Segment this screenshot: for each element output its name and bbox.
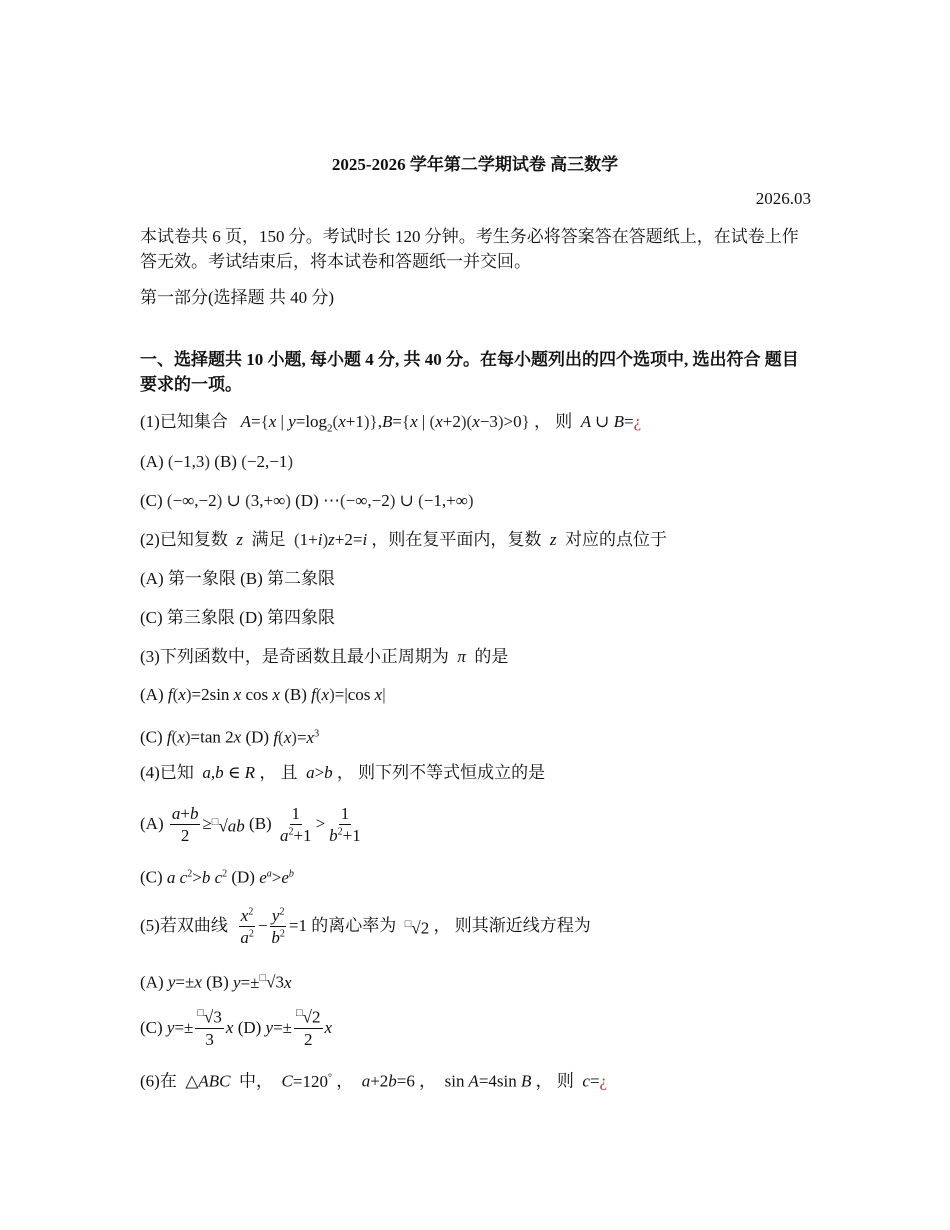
q6-triangle: △ABC — [185, 1071, 231, 1091]
q5-eccentricity: □√2 — [404, 917, 430, 938]
q6-mid1: 中， — [239, 1071, 274, 1091]
q6-target: c= — [582, 1071, 600, 1091]
q2-options-cd: (C) 第三象限 (D) 第四象限 — [140, 608, 336, 627]
section-heading: 一、选择题共 10 小题, 每小题 4 分, 共 40 分。在每小题列出的四个选项中, 选出符合 题目要求的一项。 — [140, 350, 799, 394]
question-4 — [140, 761, 545, 785]
q5-option-b-label: (B) — [206, 972, 229, 992]
q3-options-cd — [140, 722, 319, 750]
q4-options-cd — [140, 862, 294, 890]
q5-mid1: 的离心率为 — [311, 916, 397, 935]
q1-end-glyph: ¿ — [633, 412, 642, 431]
q5-options-ab — [140, 966, 292, 995]
q3-stem-suffix: 的是 — [474, 647, 509, 666]
q4-option-a-label: (A) — [140, 814, 164, 833]
q1-option-b: (−2,−1) — [241, 452, 293, 471]
q4-option-a: $\frac{a+b}{2}$ ≥ □√ab — [171, 803, 245, 845]
q1-target: A ∪ B= — [580, 412, 634, 431]
q4-option-d-label: (D) — [231, 867, 255, 887]
question-6: (6)在 △ABC 中， C=120° ， a+2b=6 ， sin A=4sin B ， 则 c=¿ — [140, 1071, 608, 1091]
q5-option-a-label: (A) — [140, 972, 164, 992]
q6-condition-sum: a+2b=6 — [361, 1071, 415, 1091]
q5-option-d: y =± $\frac{^□√2}{2}$ x — [265, 1007, 333, 1049]
q4-option-b: $\frac{1}{a^2+1}$ > $\frac{1}{b^2+1}$ — [279, 803, 361, 845]
q2-number: (2) — [140, 530, 160, 549]
q2-stem-suffix: 对应的点位于 — [565, 530, 668, 549]
q1-options-cd — [140, 489, 474, 513]
q2-stem-prefix: 已知复数 — [159, 530, 228, 549]
q1-option-d-label: (D) — [295, 491, 319, 510]
q1-option-a-label: (A) — [140, 452, 164, 471]
q3-option-c-label: (C) — [140, 727, 163, 747]
q2-var-z2: z — [549, 530, 557, 549]
q3-option-b-label: (B) — [284, 685, 307, 704]
q5-stem-suffix: ， 则其渐近线方程为 — [433, 916, 591, 935]
q6-condition-c: C=120° — [281, 1071, 332, 1091]
q1-options-ab — [140, 450, 293, 474]
q5-option-c-label: (C) — [140, 1018, 163, 1037]
q5-option-d-label: (D) — [237, 1018, 262, 1037]
q4-stem-suffix: ， 则下列不等式恒成立的是 — [336, 763, 546, 782]
q3-option-a: f(x)=2sin x cos x — [167, 685, 280, 704]
q4-number: (4) — [140, 763, 160, 782]
q5-option-a: y=±x — [167, 972, 202, 992]
q2-mid2: ，则在复平面内，复数 — [371, 530, 542, 549]
q4-condition-2: a>b — [306, 763, 333, 782]
q2-mid1: 满足 — [251, 530, 286, 549]
q4-stem-prefix: 已知 — [159, 763, 194, 782]
question-2 — [140, 528, 667, 552]
q1-option-d: ⋯(−∞,−2) ∪ (−1,+∞) — [322, 491, 474, 510]
q5-hyperbola: $\frac{x^2}{a^2}$ − $\frac{y^2}{b^2}$ =1 — [240, 905, 308, 947]
q4-options-ab — [140, 800, 365, 848]
q3-number: (3) — [140, 647, 160, 666]
q5-number: (5) — [140, 916, 160, 935]
q2-var-z: z — [236, 530, 243, 549]
q1-formula: A={x | $y=\log_2(x+1)\},B=\{x$ | (x+2)(x−3)>0} — [240, 412, 530, 435]
q2-equation: (1+i)z+2=i — [293, 530, 368, 549]
q6-stem-prefix: 在 — [159, 1071, 177, 1091]
q3-option-b: f(x)=|cos x| — [311, 685, 386, 704]
q1-option-b-label: (B) — [214, 452, 237, 471]
q6-end-glyph: ¿ — [599, 1071, 608, 1091]
q6-number: (6) — [140, 1071, 160, 1091]
exam-instructions: 本试卷共 6 页，150 分。考试时长 120 分钟。考生务必将答案答在答题纸上，在试卷上作答无效。考试结束后，将本试卷和答题纸一并交回。 — [140, 227, 799, 271]
q3-option-d-label: (D) — [245, 727, 270, 747]
q4-option-c-label: (C) — [140, 867, 163, 887]
question-3 — [140, 645, 508, 669]
q3-option-c: f(x)=tan 2x — [166, 727, 242, 747]
q3-option-a-label: (A) — [140, 685, 164, 704]
question-1 — [140, 410, 641, 440]
q5-option-c: y =± $\frac{^□√3}{3}$ x — [166, 1007, 234, 1049]
question-5 — [140, 902, 591, 950]
q4-option-d: $e^a>e^b$ — [259, 867, 294, 887]
q1-number: (1) — [140, 412, 160, 431]
q4-condition-1: a,b ∈ R — [202, 763, 256, 782]
exam-title: 2025-2026 学年第二学期试卷 高三数学 — [331, 155, 619, 174]
q3-option-d: $f(x)=x^3$ — [273, 727, 320, 747]
q1-option-c-label: (C) — [140, 491, 163, 510]
q1-stem-prefix: 已知集合 — [159, 412, 228, 431]
q5-option-b: y=±□√3x — [233, 972, 292, 992]
part-title: 第一部分(选择题 共 40 分) — [140, 288, 335, 307]
q3-pi: π — [457, 647, 466, 666]
exam-date: 2026.03 — [755, 189, 811, 208]
q5-options-cd — [140, 1004, 332, 1052]
q1-stem-suffix: ， 则 — [534, 412, 573, 431]
q2-options-ab: (A) 第一象限 (B) 第二象限 — [140, 569, 336, 588]
q3-options-ab — [140, 683, 386, 707]
q4-mid1: ， 且 — [259, 763, 298, 782]
q5-stem-prefix: 若双曲线 — [159, 916, 228, 935]
q3-stem-prefix: 下列函数中，是奇函数且最小正周期为 — [159, 647, 449, 666]
q1-option-a: (−1,3) — [167, 452, 211, 471]
q6-condition-sin: sin A=4sin B — [444, 1071, 532, 1091]
q1-option-c: (−∞,−2) ∪ (3,+∞) — [166, 491, 291, 510]
q4-option-c: a $c^2>b$ $c^2$ — [166, 867, 228, 887]
q4-option-b-label: (B) — [249, 814, 272, 833]
